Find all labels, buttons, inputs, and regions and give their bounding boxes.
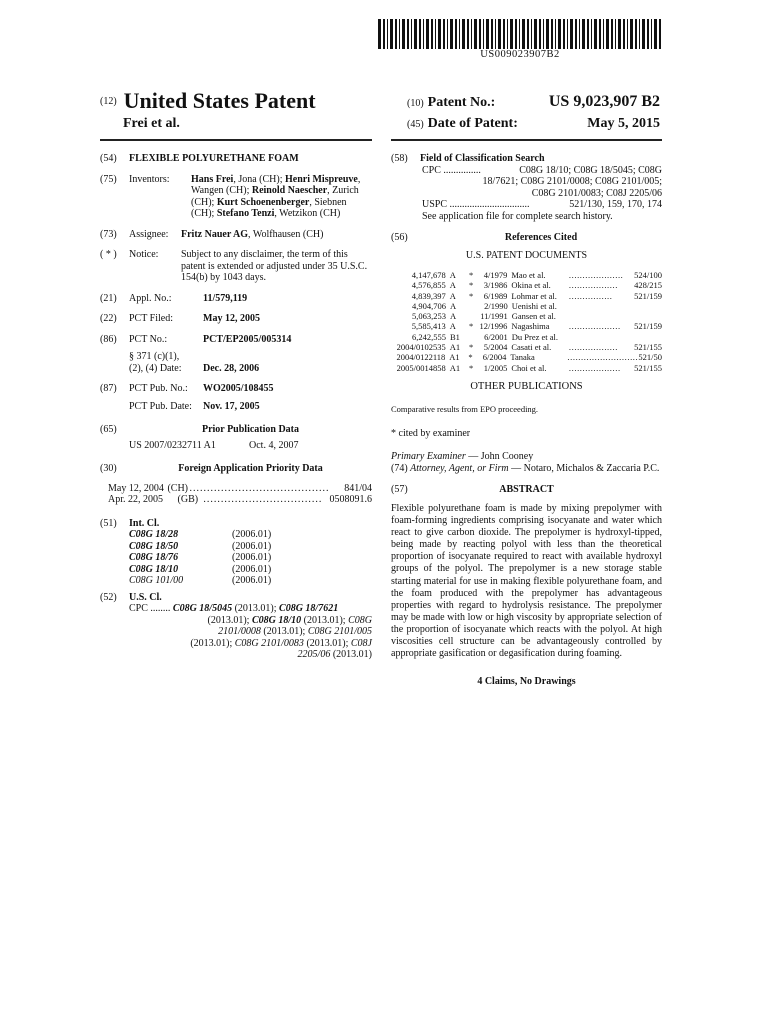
table-row: 2004/0102535 A1 * 5/2004 Casati et al. .................. 521/155: [396, 342, 662, 353]
us-patent-documents-heading: U.S. PATENT DOCUMENTS: [465, 249, 588, 261]
patent-no-label: Patent No.:: [427, 95, 496, 110]
claims-summary: 4 Claims, No Drawings: [477, 676, 576, 688]
table-row: 5,585,413 A * 12/1996 Nagashima ................... 521/159: [411, 321, 662, 332]
classification-search-field: (58) Field of Classification Search CPC ............... C08G 18/10; C08G 18/5045; C08G 18/7621; C08G 2101/0008; C08G 2101/005; C08G 2101/0083; C08J 2205/06 USPC ................................ 521/130, 159, 170, 174 See application file for complete search history.: [391, 153, 662, 222]
date-of-patent: May 5, 2015: [587, 116, 660, 131]
notice-field: ( * ) Notice: Subject to any disclaimer, the term of this patent is extended or adjusted under 35 U.S.C. 154(b) by 1043 days.: [100, 249, 372, 284]
section-371-field: § 371 (c)(1), (2), (4) Date: Dec. 28, 2006: [100, 351, 372, 374]
left-column: [100, 153, 372, 670]
table-row: 4,576,855 A * 3/1986 Okina et al. .................. 428/215: [411, 280, 662, 291]
table-row: 2005/0014858 A1 * 1/2005 Choi et al. ................... 521/155: [396, 362, 662, 373]
invention-title: FLEXIBLE POLYURETHANE FOAM: [129, 153, 299, 164]
date-of-patent-row: [407, 116, 660, 139]
table-row: 4,147,678 A * 4/1979 Mao et al. .................... 524/100: [411, 270, 662, 280]
list-item: C08G 101/00 (2006.01): [129, 575, 272, 586]
header-left: [100, 88, 316, 132]
patent-number-row: [407, 93, 660, 116]
pct-number: PCT/EP2005/005314: [203, 333, 292, 345]
pct-pub-date: Nov. 17, 2005: [203, 400, 260, 412]
pct-filed-field: (22) PCT Filed: May 12, 2005: [100, 313, 372, 325]
table-row: 5,063,253 A 11/1991 Gansen et al.: [411, 311, 556, 322]
document-number: US009023907B2: [480, 49, 560, 60]
notice-text: Subject to any disclaimer, the term of this patent is extended or adjusted under 35 U.S.C. 154(b) by 1043 days.: [181, 249, 368, 283]
title-field: (54) FLEXIBLE POLYURETHANE FOAM: [100, 153, 372, 165]
patent-type-title: United States Patent: [123, 88, 316, 113]
list-item: C08G 18/28 (2006.01): [129, 529, 272, 540]
int-cl-heading: Int. Cl.: [129, 517, 160, 529]
table-row: 6,242,555 B1 6/2001 Du Prez et al.: [411, 331, 559, 342]
list-item: C08G 18/50 (2006.01): [129, 540, 272, 552]
inventors-list: Hans Frei, Jona (CH); Henri Mispreuve, Wangen (CH); Reinold Naescher, Zurich (CH); Kurt Schoenenberger, Siebnen (CH); Stefano Tenzi, Wetzikon (CH): [191, 173, 361, 219]
us-cl-field: (52) U.S. Cl. CPC ........ C08G 18/5045 (2013.01); C08G 18/7621 (2013.01); C08G 18/10 (2013.01); C08G 2101/0008 (2013.01); C08G 2101/005 (2013.01); C08G 2101/0083 (2013.01); C08J 2205/06 (2013.01): [100, 591, 372, 660]
int-cl-field: (51) Int. Cl. C08G 18/28 (2006.01) C08G 18/50 (2006.01) C08G 18/76 (2006.01) C08G 18/10 (2006.01) C08G 101/00 (2006.01): [100, 518, 372, 587]
pct-pub-no-field: (87) PCT Pub. No.: WO2005/108455: [100, 383, 372, 395]
patent-no-code: (10): [407, 98, 424, 109]
header-divider-right: [391, 139, 662, 141]
pct-pub-number: WO2005/108455: [203, 383, 274, 394]
attorney: (74) Attorney, Agent, or Firm — Notaro, Michalos & Zaccaria P.C.: [391, 462, 660, 474]
assignee-name: Fritz Nauer AG: [181, 228, 249, 240]
barcode: [378, 19, 662, 49]
us-cl-heading: U.S. Cl.: [129, 591, 162, 603]
references-table: [393, 270, 662, 373]
list-item: Apr. 22, 2005 (GB) .................................. 0508091.6: [108, 494, 372, 505]
abstract-heading: (57) ABSTRACT: [391, 484, 554, 496]
pct-no-field: (86) PCT No.: PCT/EP2005/005314: [100, 334, 372, 346]
appl-no-field: (21) Appl. No.: 11/579,119: [100, 293, 372, 305]
inventors-short: Frei et al.: [123, 116, 180, 131]
date-label: Date of Patent:: [427, 116, 518, 131]
list-item: C08G 18/10 (2006.01): [129, 563, 272, 575]
assignee-field: (73) Assignee: Fritz Nauer AG, Wolfhausen (CH): [100, 228, 324, 240]
other-publication: Comparative results from EPO proceeding.: [391, 404, 539, 415]
list-item: C08G 18/76 (2006.01): [129, 552, 272, 563]
section-371-date: Dec. 28, 2006: [203, 362, 260, 374]
foreign-priority-heading: (30) Foreign Application Priority Data: [100, 463, 323, 474]
inventors-field: (75) Inventors: Hans Frei, Jona (CH); Henri Mispreuve, Wangen (CH); Reinold Naescher, Zurich (CH); Kurt Schoenenberger, Siebnen (CH); Stefano Tenzi, Wetzikon (CH): [100, 174, 372, 220]
pct-filed-date: May 12, 2005: [203, 313, 260, 324]
header-divider-left: [100, 139, 372, 141]
table-row: 4,904,706 A 2/1990 Uenishi et al.: [411, 300, 557, 311]
references-heading: (56) References Cited: [391, 232, 578, 243]
primary-examiner: Primary Examiner — John Cooney: [391, 451, 534, 463]
other-publications-heading: OTHER PUBLICATIONS: [470, 380, 583, 392]
classification-search-heading: Field of Classification Search: [420, 153, 545, 164]
foreign-priority-list: [100, 483, 372, 506]
date-code: (45): [407, 119, 424, 130]
prior-publication-heading: (65) Prior Publication Data: [100, 424, 300, 435]
list-item: May 12, 2004 (CH) ........................................ 841/04: [108, 482, 372, 494]
type-code: (12): [100, 95, 117, 107]
patent-number: US 9,023,907 B2: [548, 93, 660, 110]
table-row: 4,839,397 A * 6/1989 Lohmar et al. ................ 521/159: [411, 290, 662, 301]
application-number: 11/579,119: [203, 292, 248, 304]
header-right: [407, 93, 660, 139]
table-row: 2004/0122118 A1 * 6/2004 Tanaka .......................... 521/50: [396, 352, 663, 363]
right-column: [391, 153, 662, 688]
pct-pub-date-field: PCT Pub. Date: Nov. 17, 2005: [100, 401, 372, 413]
prior-publication-row: US 2007/0232711 A1 Oct. 4, 2007: [129, 439, 299, 451]
cpc-classification: CPC ........ C08G 18/5045 (2013.01); C08G 18/7621 (2013.01); C08G 18/10 (2013.01); C08G 2101/0008 (2013.01); C08G 2101/005 (2013.01); C08G 2101/0083 (2013.01); C08J 2205/06 (2013.01): [129, 603, 372, 660]
abstract-text: Flexible polyurethane foam is made by mixing prepolymer with foam-forming ingredients comprising isocyanate and water which react to give carbon dioxide. The prepolymer is hydroxyl-tipped, being made by reacting polyol with less than the theoretical proportion of isocyanate required to react with available hydroxyl groups of the polyol. The prepolymer is a new storage stable starting material for use in making flexible polyurethane foam, and the foam produced with the prepolymer has advantageous properties with regard to hydrolysis resistance. The prepolymer may be made with low or high viscosity by appropriate selection of the proportion of isocyanate which reacts with the polyol. At high viscosities cell structure can be advantageously controlled by appropriate gasification or degasification during foaming.: [391, 502, 662, 660]
cited-by-examiner: * cited by examiner: [391, 427, 471, 439]
